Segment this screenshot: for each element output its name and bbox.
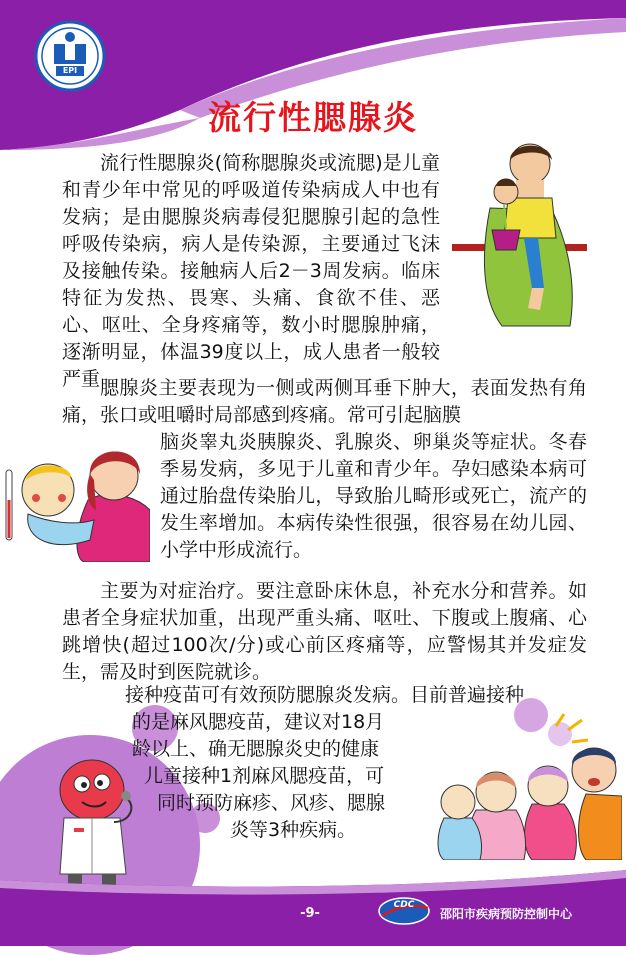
- page-number: -9-: [300, 906, 320, 921]
- mother-baby-fever-illustration: [4, 440, 150, 562]
- epi-logo-text: EPI: [62, 66, 78, 75]
- paragraph-vaccine-line-4: 儿童接种1剂麻风腮疫苗，可: [144, 765, 385, 787]
- paragraph-symptoms-part2: 脑炎睾丸炎胰腺炎、乳腺炎、卵巢炎等症状。冬春季易发病，多见于儿童和青少年。孕妇感染本病可通过胎盘传染胎儿，导致胎儿畸形或死亡，流产的发生率增加。本病传染性很强，很容易在幼儿园、小学中形成流行。: [160, 431, 587, 561]
- paragraph-intro: 流行性腮腺炎(简称腮腺炎或流腮)是儿童和青少年中常见的呼吸道传染病成人中也有发病；是由腮腺炎病毒侵犯腮腺引起的急性呼吸传染病，病人是传染源，主要通过飞沫及接触传染。接触病人后2－3周发病。临床特征为发热、畏寒、头痛、食欲不佳、恶心、呕吐、全身疼痛等，数小时腮腺肿痛，逐渐明显，体温39度以上，成人患者一般较严重: [62, 152, 440, 390]
- paragraph-vaccine-line-2: 的是麻风腮疫苗，建议对18月: [132, 711, 385, 733]
- page-title: 流行性腮腺炎: [208, 98, 418, 137]
- cdc-logo: [378, 896, 430, 926]
- org-name: 邵阳市疾病预防控制中心: [440, 907, 573, 921]
- paragraph-vaccine-line-3: 龄以上、确无腮腺炎史的健康: [132, 738, 380, 760]
- paragraph-vaccine-line-1: 接种疫苗可有效预防腮腺炎发病。目前普遍接种: [125, 684, 525, 706]
- paragraph-treatment: 主要为对症治疗。要注意卧床休息，补充水分和营养。如患者全身症状加重，出现严重头痛、呕吐、下腹或上腹痛、心跳增快(超过100次/分)或心前区疼痛等，应警惕其并发症发生，需及时到医院就诊。: [62, 580, 587, 683]
- sick-children-group-illustration: [436, 708, 622, 860]
- bottom-decorative-band: [0, 860, 626, 946]
- epi-logo: [34, 20, 106, 92]
- mother-child-vomiting-illustration: [452, 138, 587, 328]
- paragraph-symptoms-part1: 腮腺炎主要表现为一侧或两侧耳垂下肿大，表面发热有角痛，张口或咀嚼时局部感到疼痛。常可引起脑膜: [62, 377, 587, 426]
- paragraph-vaccine-line-5: 同时预防麻疹、风疹、腮腺: [157, 792, 386, 814]
- paragraph-vaccine-line-6: 炎等3种疾病。: [230, 819, 357, 841]
- cdc-logo-text: CDC: [393, 900, 415, 910]
